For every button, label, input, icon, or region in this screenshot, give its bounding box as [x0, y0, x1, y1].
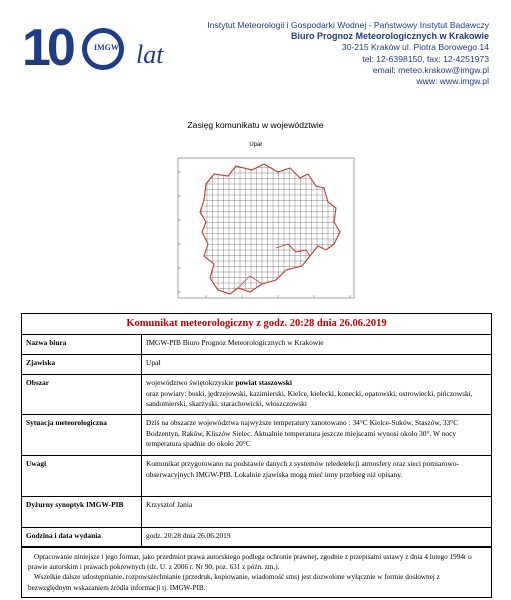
- email[interactable]: email: meteo.krakow@imgw.pl: [372, 64, 489, 75]
- row-label: Dyżurny synoptyk IMGW-PIB: [22, 497, 142, 527]
- row-value: Dziś na obszarze województwa najwyższe temperatury zanotowano : 34°C Kielce-Suków, Staszów, 33°C Bodzentyn, Raków, Kliszów Sielec. Aktualnie temperatura jeszcze miejscami wynosi około 30°. W nocy temperatura spadnie do około 20°C: [146, 418, 459, 448]
- imgw-100-years-logo: [22, 19, 182, 86]
- table-row-notes: [22, 456, 491, 497]
- copyright-footer: [22, 547, 491, 597]
- row-label: Zjawiska: [22, 355, 142, 374]
- map-title: Zasięg komunikatu w województwie: [187, 120, 324, 130]
- report-header: Komunikat meteorologiczny z godz. 20:28 dnia 26.06.2019: [22, 314, 491, 335]
- row-value: Upał: [146, 358, 161, 367]
- website[interactable]: www: www.imgw.pl: [416, 76, 489, 87]
- table-row-area: [22, 375, 491, 415]
- row-label: Nazwa biura: [22, 335, 142, 354]
- voivodeship-map: [166, 152, 362, 302]
- phone-fax: tel: 12-6398150, fax: 12-4251973: [362, 53, 489, 64]
- logo-emblem: IMGW: [94, 43, 119, 52]
- institute-name: Instytut Meteorologii i Gospodarki Wodnej - Państwowy Instytut Badawczy: [207, 20, 489, 30]
- table-row-phenomenon: [22, 355, 491, 375]
- row-value: Krzysztof Jania: [146, 500, 193, 509]
- row-value: godz. 20:28 dnia 26.06.2019: [146, 531, 231, 540]
- logo-number: 10: [22, 19, 72, 77]
- row-value: Komunikat przygotowano na podstawie danych z systemów teledetekcji atmosfery oraz sieci pomiarowo-obserwacyjnych IMGW-PIB. Lokalnie zjawiska mogą mieć inny przebieg niż opisany.: [146, 459, 459, 479]
- bureau-name: Biuro Prognoz Meteorologicznych w Krakowie: [290, 31, 489, 42]
- logo-suffix: lat: [136, 40, 164, 69]
- area-county: powiat staszowski: [235, 378, 292, 387]
- table-row-synoptic: [22, 497, 491, 528]
- address: 30-215 Kraków ul. Piotra Borowego 14: [341, 42, 489, 53]
- row-value: [142, 375, 491, 414]
- row-label: Obszar: [22, 375, 142, 414]
- report-table: [21, 313, 492, 598]
- copyright-paragraph: Wszelkie dalsze udostępnianie, rozpowszechnianie (przedruk, kopiowanie, wiadomość sms) jest dozwolone wyłącznie w formie dosłownej z bezwzględnym wskazaniem źródła informacji tj. IMGW-PIB.: [28, 573, 440, 592]
- row-label: Uwagi: [22, 456, 142, 496]
- table-row-situation: [22, 415, 491, 456]
- copyright-paragraph: Opracowanie niniejsze i jego format, jako przedmiot prawa autorskiego podlega ochronie prawnej, zgodnie z przepisami ustawy z dnia 4 lutego 1994r o prawie autorskim i prawach pokrewnych (dz. U. z 2006 r. Nr 90, poz. 631 z późn. zm.).: [28, 553, 472, 572]
- table-row-office: [22, 335, 491, 355]
- table-row-issued: [22, 528, 491, 547]
- row-value: IMGW-PIB Biuro Prognoz Meteorologicznych w Krakowie: [146, 338, 324, 347]
- area-prefix: województwo świętokrzyskie: [146, 378, 236, 387]
- row-label: Sytuacja meteorologiczna: [22, 415, 142, 455]
- area-counties-list: oraz powiaty: buski, jędrzejowski, kazimierski, Kielce, kielecki, konecki, opatowski, ostrowiecki, pińczowski, sandomierski, skarżyski, starachowicki, włoszczowski: [146, 388, 473, 408]
- organization-info: [207, 20, 489, 87]
- row-label: Godzina i data wydania: [22, 528, 142, 546]
- map-subtitle: Upał: [249, 142, 262, 148]
